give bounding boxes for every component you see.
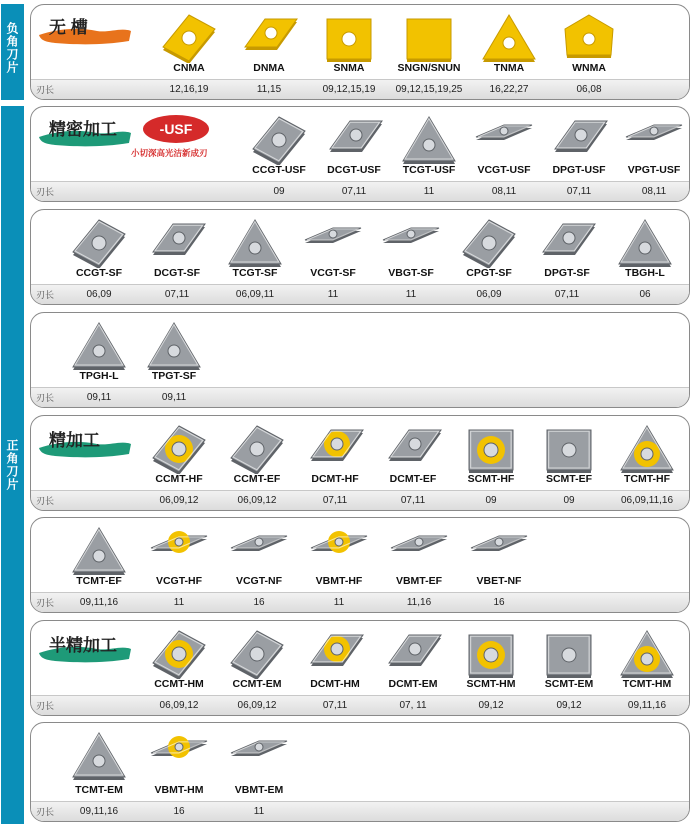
insert-rhombus55-icon	[549, 113, 609, 170]
insert-code: DCGT-SF	[153, 267, 201, 279]
insert-code: CCMT-HM	[154, 678, 204, 690]
edge-length-value: 11	[405, 289, 417, 300]
insert-vcgt-nf	[221, 518, 297, 613]
edge-length-value: 11	[327, 289, 339, 300]
edge-length-value: 06,08	[576, 84, 602, 95]
insert-vbmt-hf	[301, 518, 377, 613]
insert-ccmt-hm	[141, 621, 217, 716]
insert-code: SCMT-HF	[467, 473, 515, 485]
insert-scmt-ef	[531, 416, 607, 511]
insert-rhombus55-icon	[147, 216, 207, 273]
insert-rhombus35-icon	[389, 524, 449, 581]
edge-length-value: 08,11	[641, 186, 667, 197]
insert-dcmt-em	[375, 621, 451, 716]
panel-negative	[30, 4, 690, 100]
insert-dcgt-sf	[139, 210, 215, 305]
insert-code: SCMT-EF	[545, 473, 593, 485]
insert-cpgt-sf	[451, 210, 527, 305]
insert-code: TBGH-L	[625, 267, 665, 279]
insert-rhombus80-icon	[249, 113, 309, 170]
section-heading	[37, 11, 133, 56]
insert-dpgt-usf	[541, 107, 617, 202]
insert-code: VCGT-SF	[310, 267, 356, 279]
insert-code: DCMT-HF	[311, 473, 359, 485]
insert-rhombus35-icon	[469, 524, 529, 581]
insert-ccgt-usf	[241, 107, 317, 202]
insert-code: TCMT-EF	[76, 575, 122, 587]
usf-badge-subtitle: 小切深高光洁新成刃	[131, 148, 208, 158]
insert-dcmt-ef	[375, 416, 451, 511]
edge-length-value: 09,11,16	[627, 700, 667, 711]
insert-square-plain-icon	[399, 11, 459, 68]
edge-length-value: 09,12	[478, 700, 504, 711]
edge-length-value: 09	[563, 495, 575, 506]
insert-code: DPGT-SF	[544, 267, 590, 279]
insert-code: VBMT-HF	[315, 575, 363, 587]
insert-dcmt-hm	[297, 621, 373, 716]
panel-tp	[30, 312, 690, 408]
insert-tbgh-l	[607, 210, 683, 305]
insert-vpgt-usf	[616, 107, 690, 202]
insert-code: VCGT-HF	[155, 575, 203, 587]
edge-length-value: 16	[253, 597, 265, 608]
insert-code: CCMT-EM	[232, 678, 282, 690]
insert-code: DCMT-HM	[310, 678, 360, 690]
edge-length-label: 刃长	[36, 807, 55, 817]
edge-length-value: 11,15	[256, 84, 282, 95]
positive-insert-side-label: 正角刀片	[1, 106, 24, 824]
insert-triangle-icon	[479, 11, 539, 68]
insert-code: TCMT-HM	[622, 678, 672, 690]
insert-code: VBET-NF	[476, 575, 522, 587]
edge-length-value: 07,11	[566, 186, 592, 197]
insert-rhombus35-icon	[474, 113, 534, 170]
edge-length-value: 08,11	[491, 186, 517, 197]
section-heading-text: 无 槽	[49, 18, 88, 37]
edge-length-value: 16,22,27	[489, 84, 529, 95]
insert-triangle-icon	[617, 422, 677, 479]
insert-vbmt-em	[221, 723, 297, 822]
insert-rhombus55-icon	[239, 11, 299, 68]
insert-code: DCGT-USF	[327, 164, 381, 176]
insert-code: DCMT-EF	[389, 473, 437, 485]
insert-code: CNMA	[173, 62, 205, 74]
insert-vcgt-usf	[466, 107, 542, 202]
insert-rhombus55-icon	[383, 627, 443, 684]
insert-code: CPGT-SF	[466, 267, 512, 279]
insert-dcmt-hf	[297, 416, 373, 511]
negative-insert-side-label: 负角刀片	[1, 4, 24, 100]
insert-code: VPGT-USF	[627, 164, 681, 176]
insert-square-icon	[319, 11, 379, 68]
insert-dpgt-sf	[529, 210, 605, 305]
insert-code: TPGH-L	[79, 370, 119, 382]
edge-length-value: 07,11	[554, 289, 580, 300]
edge-length-value: 11	[333, 597, 345, 608]
insert-rhombus55-icon	[537, 216, 597, 273]
insert-scmt-hm	[453, 621, 529, 716]
panel-hm1	[30, 620, 690, 716]
insert-triangle-icon	[69, 729, 129, 786]
edge-length-value: 06,09,12	[159, 700, 199, 711]
insert-tcmt-hm	[609, 621, 685, 716]
edge-length-value: 09,12,15,19,25	[395, 84, 463, 95]
insert-code: TPGT-SF	[151, 370, 197, 382]
insert-triangle-icon	[69, 319, 129, 376]
insert-rhombus35-icon	[229, 729, 289, 786]
edge-length-value: 16	[173, 806, 185, 817]
insert-code: TCGT-USF	[402, 164, 456, 176]
insert-code: DNMA	[253, 62, 285, 74]
panel-hm2	[30, 722, 690, 822]
edge-length-value: 09,11	[86, 392, 112, 403]
section-heading	[37, 113, 133, 158]
insert-dcgt-usf	[316, 107, 392, 202]
insert-rhombus55-icon	[305, 422, 365, 479]
insert-code: SNGN/SNUN	[397, 62, 461, 74]
insert-code: TCGT-SF	[232, 267, 278, 279]
insert-square-icon	[539, 627, 599, 684]
insert-code: DPGT-USF	[552, 164, 606, 176]
insert-ccmt-ef	[219, 416, 295, 511]
insert-rhombus35-icon	[229, 524, 289, 581]
insert-wnma	[551, 5, 627, 100]
edge-length-value: 06	[639, 289, 651, 300]
insert-code: CCMT-EF	[233, 473, 281, 485]
section-heading	[37, 629, 133, 674]
insert-code: VBMT-EM	[234, 784, 284, 796]
insert-vcgt-sf	[295, 210, 371, 305]
insert-code: TCMT-HF	[623, 473, 671, 485]
edge-length-value: 09,11	[161, 392, 187, 403]
insert-rhombus35-icon	[303, 216, 363, 273]
edge-length-label: 刃长	[36, 701, 55, 711]
edge-length-value: 09,12	[556, 700, 582, 711]
edge-length-value: 11	[253, 806, 265, 817]
insert-tcgt-sf	[217, 210, 293, 305]
insert-code: WNMA	[572, 62, 606, 74]
insert-vbmt-ef	[381, 518, 457, 613]
insert-ccmt-em	[219, 621, 295, 716]
insert-rhombus35-icon	[149, 729, 209, 786]
insert-tpgt-sf	[136, 313, 212, 408]
edge-length-value: 06,09,12	[237, 700, 277, 711]
usf-badge: -USF	[143, 115, 209, 143]
insert-code: TNMA	[493, 62, 525, 74]
insert-trigon-icon	[559, 11, 619, 68]
insert-rhombus35-icon	[149, 524, 209, 581]
panel-hf1	[30, 415, 690, 511]
edge-length-label: 刃长	[36, 290, 55, 300]
edge-length-label: 刃长	[36, 393, 55, 403]
insert-ccmt-hf	[141, 416, 217, 511]
panel-sf	[30, 209, 690, 305]
insert-code: VBGT-SF	[388, 267, 434, 279]
insert-vbet-nf	[461, 518, 537, 613]
edge-length-value: 07, 11	[399, 700, 427, 711]
insert-rhombus55-icon	[383, 422, 443, 479]
edge-length-value: 06,09,12	[159, 495, 199, 506]
edge-length-value: 09,11,16	[79, 597, 119, 608]
edge-length-value: 06,09	[86, 289, 112, 300]
edge-length-value: 06,09,11	[235, 289, 275, 300]
panel-hf2	[30, 517, 690, 613]
edge-length-label: 刃长	[36, 496, 55, 506]
insert-rhombus80-icon	[459, 216, 519, 273]
edge-length-value: 07,11	[341, 186, 367, 197]
section-heading	[37, 424, 133, 469]
insert-scmt-hf	[453, 416, 529, 511]
insert-tcmt-em	[61, 723, 137, 822]
insert-code: CCMT-HF	[155, 473, 203, 485]
insert-square-icon	[461, 627, 521, 684]
edge-length-value: 06,09,11,16	[620, 495, 674, 506]
edge-length-value: 11	[173, 597, 185, 608]
insert-rhombus80-icon	[69, 216, 129, 273]
insert-code: VBMT-EF	[395, 575, 443, 587]
insert-rhombus55-icon	[305, 627, 365, 684]
insert-code: DCMT-EM	[388, 678, 438, 690]
section-heading-text: 精密加工	[49, 120, 117, 139]
insert-square-icon	[539, 422, 599, 479]
edge-length-label: 刃长	[36, 187, 55, 197]
insert-rhombus35-icon	[309, 524, 369, 581]
insert-rhombus35-icon	[624, 113, 684, 170]
section-heading-text: 精加工	[49, 431, 100, 450]
insert-tcmt-hf	[609, 416, 685, 511]
edge-length-value: 09	[485, 495, 497, 506]
insert-tpgh-l	[61, 313, 137, 408]
insert-rhombus55-icon	[324, 113, 384, 170]
insert-triangle-icon	[225, 216, 285, 273]
insert-tcmt-ef	[61, 518, 137, 613]
edge-length-label: 刃长	[36, 85, 55, 95]
edge-length-value: 16	[493, 597, 505, 608]
insert-rhombus80-icon	[227, 422, 287, 479]
insert-vcgt-hf	[141, 518, 217, 613]
insert-rhombus80-icon	[159, 11, 219, 68]
insert-square-icon	[461, 422, 521, 479]
insert-triangle-icon	[399, 113, 459, 170]
insert-code: VBMT-HM	[154, 784, 204, 796]
edge-length-value: 09,12,15,19	[322, 84, 376, 95]
insert-cnma	[151, 5, 227, 100]
edge-length-value: 07,11	[164, 289, 190, 300]
insert-code: SNMA	[333, 62, 365, 74]
insert-dnma	[231, 5, 307, 100]
insert-rhombus80-icon	[227, 627, 287, 684]
edge-length-value: 07,11	[322, 495, 348, 506]
panel-usf	[30, 106, 690, 202]
insert-code: CCGT-USF	[252, 164, 306, 176]
edge-length-value: 07,11	[400, 495, 426, 506]
insert-code: SCMT-HM	[466, 678, 516, 690]
insert-vbgt-sf	[373, 210, 449, 305]
insert-snma	[311, 5, 387, 100]
insert-rhombus35-icon	[381, 216, 441, 273]
edge-length-value: 12,16,19	[169, 84, 209, 95]
insert-code: VCGT-NF	[235, 575, 283, 587]
edge-length-value: 11	[423, 186, 435, 197]
edge-length-value: 09	[273, 186, 285, 197]
insert-sngn-snun	[391, 5, 467, 100]
insert-rhombus80-icon	[149, 422, 209, 479]
insert-code: TCMT-EM	[75, 784, 123, 796]
edge-length-label: 刃长	[36, 598, 55, 608]
edge-length-value: 09,11,16	[79, 806, 119, 817]
insert-code: CCGT-SF	[75, 267, 123, 279]
edge-length-value: 06,09,12	[237, 495, 277, 506]
insert-code: VCGT-USF	[477, 164, 531, 176]
insert-tcgt-usf	[391, 107, 467, 202]
insert-code: SCMT-EM	[544, 678, 594, 690]
insert-vbmt-hm	[141, 723, 217, 822]
insert-triangle-icon	[144, 319, 204, 376]
edge-length-value: 11,16	[406, 597, 432, 608]
section-heading-text: 半精加工	[49, 636, 117, 655]
insert-ccgt-sf	[61, 210, 137, 305]
insert-triangle-icon	[617, 627, 677, 684]
insert-tnma	[471, 5, 547, 100]
edge-length-value: 07,11	[322, 700, 348, 711]
insert-triangle-icon	[615, 216, 675, 273]
insert-rhombus80-icon	[149, 627, 209, 684]
edge-length-value: 06,09	[476, 289, 502, 300]
insert-scmt-em	[531, 621, 607, 716]
insert-triangle-icon	[69, 524, 129, 581]
